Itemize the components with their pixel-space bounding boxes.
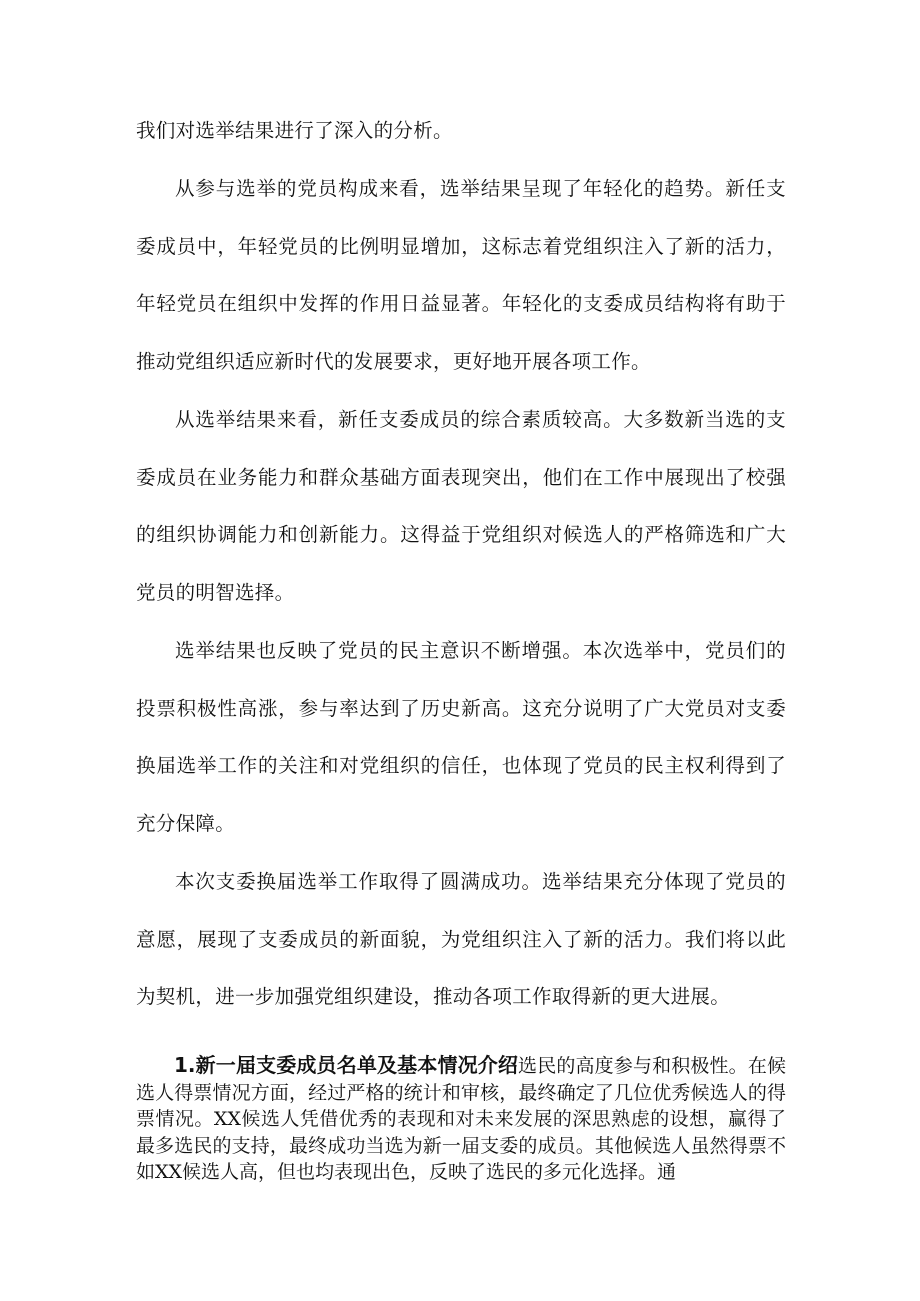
section-block bbox=[136, 1052, 786, 1186]
paragraph-youth-trend: 从参与选举的党员构成来看，选举结果呈现了年轻化的趋势。新任支委成员中，年轻党员的比例明显增加，这标志着党组织注入了新的活力，年轻党员在组织中发挥的作用日益显著。年轻化的支委成员结构将有助于推动党组织适应新时代的发展要求，更好地开展各项工作。 bbox=[136, 177, 786, 373]
section-body: 选民的高度参与和积极性。在候选人得票情况方面，经过严格的统计和审核，最终确定了几位优秀候选人的得票情况。XX候选人凭借优秀的表现和对未来发展的深思熟虑的设想，赢得了最多选民的支持，最终成功当选为新一届支委的成员。其他候选人虽然得票不如XX候选人高，但也均表现出色，反映了选民的多元化选择。通 bbox=[136, 1055, 786, 1183]
paragraph-democracy: 选举结果也反映了党员的民主意识不断增强。本次选举中，党员们的投票积极性高涨，参与率达到了历史新高。这充分说明了广大党员对支委换届选举工作的关注和对党组织的信任，也体现了党员的民主权利得到了充分保障。 bbox=[136, 639, 786, 835]
paragraph-member-quality: 从选举结果来看，新任支委成员的综合素质较高。大多数新当选的支委成员在业务能力和群众基础方面表现突出，他们在工作中展现出了校强的组织协调能力和创新能力。这得益于党组织对候选人的严格筛选和广大党员的明智选择。 bbox=[136, 408, 786, 604]
section-heading: 1.新一届支委成员名单及基本情况介绍 bbox=[174, 1053, 519, 1077]
paragraph-intro: 我们对选举结果进行了深入的分析。 bbox=[136, 119, 453, 142]
paragraph-conclusion: 本次支委换届选举工作取得了圆满成功。选举结果充分体现了党员的意愿，展现了支委成员的新面貌，为党组织注入了新的活力。我们将以此为契机，进一步加强党组织建设，推动各项工作取得新的更大进展。 bbox=[136, 870, 786, 1008]
